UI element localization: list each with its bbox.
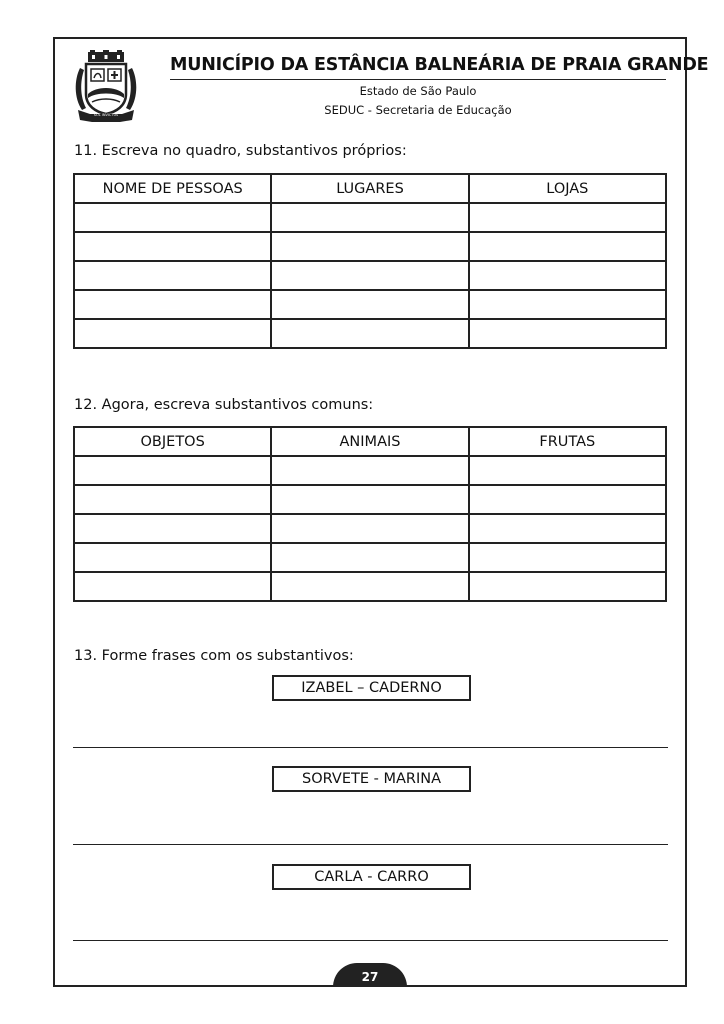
answer-cell[interactable]	[74, 261, 271, 290]
answer-cell[interactable]	[271, 572, 468, 601]
answer-cell[interactable]	[271, 514, 468, 543]
answer-cell[interactable]	[469, 572, 666, 601]
table-row	[74, 514, 666, 543]
answer-cell[interactable]	[469, 290, 666, 319]
noun-pair-box: CARLA - CARRO	[272, 864, 471, 890]
answer-cell[interactable]	[271, 203, 468, 232]
table-row	[74, 261, 666, 290]
answer-cell[interactable]	[469, 232, 666, 261]
answer-cell[interactable]	[271, 485, 468, 514]
department-name: SEDUC - Secretaria de Educação	[324, 103, 512, 117]
answer-cell[interactable]	[469, 261, 666, 290]
page-number: 27	[333, 963, 407, 987]
column-header: ANIMAIS	[271, 427, 468, 456]
answer-cell[interactable]	[271, 261, 468, 290]
noun-pair-box: IZABEL – CADERNO	[272, 675, 471, 701]
answer-cell[interactable]	[469, 203, 666, 232]
answer-cell[interactable]	[74, 290, 271, 319]
table-header-row	[74, 174, 666, 203]
answer-line[interactable]	[73, 844, 668, 845]
answer-line[interactable]	[73, 747, 668, 748]
question-11-prompt: 11. Escreva no quadro, substantivos próprios:	[74, 143, 407, 159]
answer-line[interactable]	[73, 940, 668, 941]
column-header: FRUTAS	[469, 427, 666, 456]
question-13-prompt: 13. Forme frases com os substantivos:	[74, 648, 354, 664]
answer-cell[interactable]	[271, 543, 468, 572]
answer-cell[interactable]	[271, 319, 468, 348]
table-row	[74, 543, 666, 572]
noun-pair-box: SORVETE - MARINA	[272, 766, 471, 792]
answer-cell[interactable]	[74, 232, 271, 261]
answer-cell[interactable]	[271, 456, 468, 485]
answer-cell[interactable]	[469, 543, 666, 572]
column-header: OBJETOS	[74, 427, 271, 456]
answer-cell[interactable]	[74, 572, 271, 601]
answer-cell[interactable]	[74, 319, 271, 348]
answer-cell[interactable]	[74, 203, 271, 232]
answer-cell[interactable]	[74, 514, 271, 543]
answer-cell[interactable]	[74, 456, 271, 485]
table-row	[74, 456, 666, 485]
answer-cell[interactable]	[271, 290, 468, 319]
table-row	[74, 290, 666, 319]
table-row	[74, 232, 666, 261]
column-header: LOJAS	[469, 174, 666, 203]
table-row	[74, 203, 666, 232]
column-header: LUGARES	[271, 174, 468, 203]
table-row	[74, 319, 666, 348]
answer-cell[interactable]	[74, 543, 271, 572]
table-header-row	[74, 427, 666, 456]
proper-nouns-table	[73, 173, 667, 349]
column-header: NOME DE PESSOAS	[74, 174, 271, 203]
state-name: Estado de São Paulo	[359, 84, 477, 98]
answer-cell[interactable]	[469, 485, 666, 514]
municipality-title: MUNICÍPIO DA ESTÂNCIA BALNEÁRIA DE PRAIA GRANDE	[170, 55, 709, 75]
table-row	[74, 572, 666, 601]
answer-cell[interactable]	[271, 232, 468, 261]
crest-motto: SOL INVICTUS	[93, 113, 119, 117]
question-12-prompt: 12. Agora, escreva substantivos comuns:	[74, 397, 374, 413]
title-underline	[170, 79, 666, 80]
answer-cell[interactable]	[469, 319, 666, 348]
answer-cell[interactable]	[469, 514, 666, 543]
common-nouns-table	[73, 426, 667, 602]
answer-cell[interactable]	[469, 456, 666, 485]
answer-cell[interactable]	[74, 485, 271, 514]
table-row	[74, 485, 666, 514]
